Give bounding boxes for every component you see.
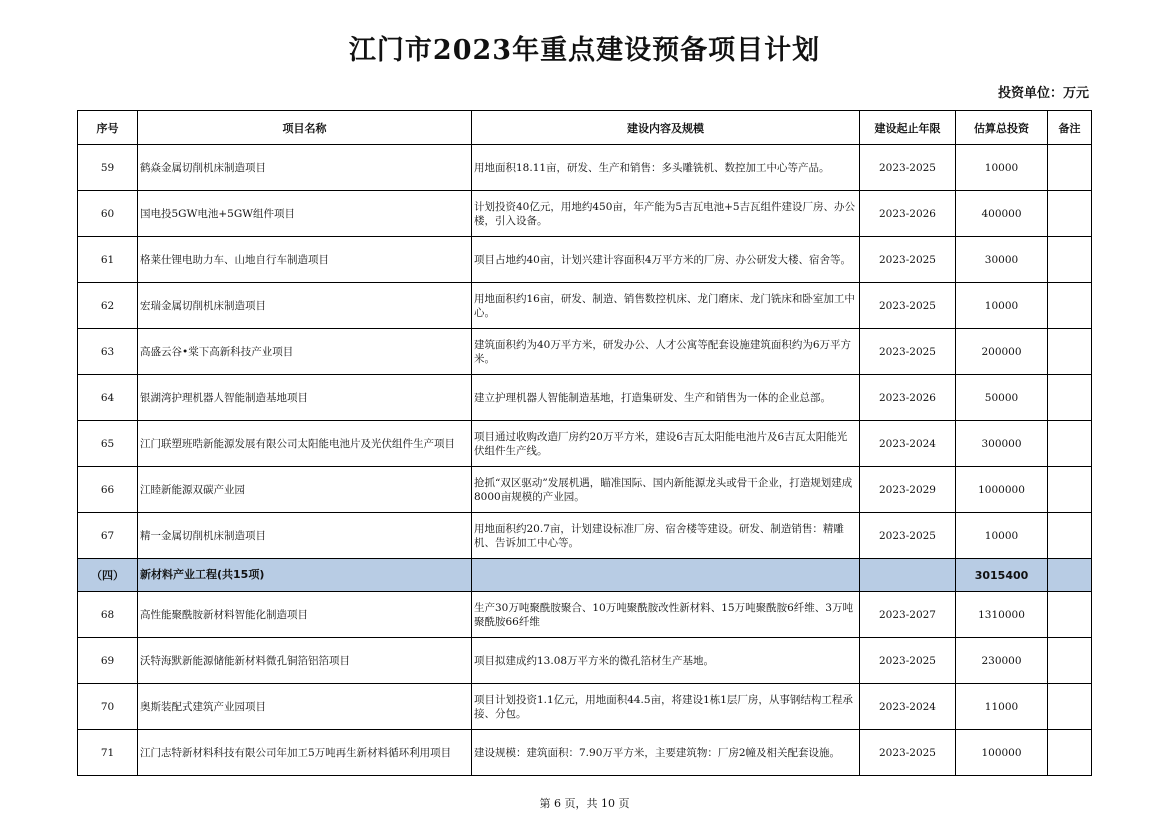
section-period: [860, 559, 956, 592]
cell-no: 66: [78, 467, 138, 513]
cell-investment: 1310000: [956, 592, 1048, 638]
cell-name: 格莱仕锂电助力车、山地自行车制造项目: [138, 237, 472, 283]
cell-period: 2023-2024: [860, 684, 956, 730]
cell-no: 62: [78, 283, 138, 329]
cell-investment: 10000: [956, 283, 1048, 329]
cell-name: 宏瑞金属切削机床制造项目: [138, 283, 472, 329]
cell-name: 鹤焱金属切削机床制造项目: [138, 145, 472, 191]
cell-scale: 项目拟建成约13.08万平方米的微孔箔材生产基地。: [472, 638, 860, 684]
cell-remark: [1048, 329, 1092, 375]
cell-investment: 30000: [956, 237, 1048, 283]
cell-name: 银湖湾护理机器人智能制造基地项目: [138, 375, 472, 421]
cell-name: 沃特海默新能源储能新材料微孔铜箔铝箔项目: [138, 638, 472, 684]
table-row: [78, 467, 1092, 513]
section-no: （四）: [78, 559, 138, 592]
cell-no: 59: [78, 145, 138, 191]
table-body: [78, 145, 1092, 776]
cell-remark: [1048, 638, 1092, 684]
cell-name: 江门联塑班晧新能源发展有限公司太阳能电池片及光伏组件生产项目: [138, 421, 472, 467]
cell-remark: [1048, 191, 1092, 237]
cell-scale: 用地面积约16亩，研发、制造、销售数控机床、龙门磨床、龙门铣床和卧室加工中心。: [472, 283, 860, 329]
table-row: [78, 684, 1092, 730]
cell-no: 65: [78, 421, 138, 467]
cell-investment: 100000: [956, 730, 1048, 776]
cell-period: 2023-2025: [860, 730, 956, 776]
cell-period: 2023-2025: [860, 638, 956, 684]
section-row: [78, 559, 1092, 592]
table-row: [78, 513, 1092, 559]
cell-period: 2023-2026: [860, 191, 956, 237]
cell-remark: [1048, 283, 1092, 329]
cell-scale: 计划投资40亿元，用地约450亩，年产能为5吉瓦电池+5吉瓦组件建设厂房、办公楼，引入设备。: [472, 191, 860, 237]
cell-scale: 建筑面积约为40万平方米，研发办公、人才公寓等配套设施建筑面积约为6万平方米。: [472, 329, 860, 375]
header-no: 序号: [78, 111, 138, 145]
cell-remark: [1048, 592, 1092, 638]
cell-name: 江门志特新材料科技有限公司年加工5万吨再生新材料循环利用项目: [138, 730, 472, 776]
cell-investment: 10000: [956, 145, 1048, 191]
table-row: [78, 145, 1092, 191]
cell-name: 国电投5GW电池+5GW组件项目: [138, 191, 472, 237]
table-row: [78, 592, 1092, 638]
cell-period: 2023-2025: [860, 145, 956, 191]
cell-investment: 400000: [956, 191, 1048, 237]
cell-investment: 300000: [956, 421, 1048, 467]
cell-period: 2023-2029: [860, 467, 956, 513]
cell-name: 高性能聚酰胺新材料智能化制造项目: [138, 592, 472, 638]
section-name: 新材料产业工程(共15项): [138, 559, 472, 592]
cell-no: 64: [78, 375, 138, 421]
cell-scale: 用地面积约20.7亩，计划建设标准厂房、宿舍楼等建设。研发、制造销售：精雕机、告诉加工中心等。: [472, 513, 860, 559]
cell-scale: 项目占地约40亩，计划兴建计容面积4万平方米的厂房、办公研发大楼、宿舍等。: [472, 237, 860, 283]
cell-remark: [1048, 237, 1092, 283]
cell-scale: 项目通过收购改造厂房约20万平方米，建设6吉瓦太阳能电池片及6吉瓦太阳能光伏组件生产线。: [472, 421, 860, 467]
table-row: [78, 191, 1092, 237]
cell-investment: 1000000: [956, 467, 1048, 513]
header-scale: 建设内容及规模: [472, 111, 860, 145]
header-name: 项目名称: [138, 111, 472, 145]
cell-scale: 项目计划投资1.1亿元，用地面积44.5亩，将建设1栋1层厂房，从事钢结构工程承接、分包。: [472, 684, 860, 730]
cell-period: 2023-2024: [860, 421, 956, 467]
table-row: [78, 375, 1092, 421]
table-row: [78, 329, 1092, 375]
cell-remark: [1048, 730, 1092, 776]
cell-period: 2023-2025: [860, 237, 956, 283]
cell-no: 68: [78, 592, 138, 638]
cell-remark: [1048, 467, 1092, 513]
table-row: [78, 237, 1092, 283]
cell-remark: [1048, 684, 1092, 730]
cell-no: 60: [78, 191, 138, 237]
table-row: [78, 283, 1092, 329]
table-row: [78, 638, 1092, 684]
section-investment: 3015400: [956, 559, 1048, 592]
cell-name: 江睦新能源双碳产业园: [138, 467, 472, 513]
cell-investment: 11000: [956, 684, 1048, 730]
cell-scale: 用地面积18.11亩，研发、生产和销售：多头雕铣机、数控加工中心等产品。: [472, 145, 860, 191]
cell-investment: 200000: [956, 329, 1048, 375]
cell-no: 61: [78, 237, 138, 283]
investment-unit-label: 投资单位：万元: [997, 86, 1089, 101]
page-title: 江门市2023年重点建设预备项目计划: [348, 35, 821, 66]
cell-scale: 生产30万吨聚酰胺聚合、10万吨聚酰胺改性新材料、15万吨聚酰胺6纤维、3万吨聚酰胺66纤维: [472, 592, 860, 638]
page-footer: 第 6 页，共 10 页: [539, 797, 630, 810]
cell-remark: [1048, 145, 1092, 191]
cell-no: 67: [78, 513, 138, 559]
cell-investment: 10000: [956, 513, 1048, 559]
cell-scale: 抢抓“双区驱动”发展机遇，瞄准国际、国内新能源龙头或骨干企业，打造规划建成8000亩规模的产业园。: [472, 467, 860, 513]
table-row: [78, 421, 1092, 467]
cell-remark: [1048, 513, 1092, 559]
cell-period: 2023-2026: [860, 375, 956, 421]
cell-investment: 230000: [956, 638, 1048, 684]
cell-no: 69: [78, 638, 138, 684]
cell-no: 71: [78, 730, 138, 776]
cell-period: 2023-2027: [860, 592, 956, 638]
cell-remark: [1048, 421, 1092, 467]
table-row: [78, 730, 1092, 776]
cell-name: 高盛云谷•棠下高新科技产业项目: [138, 329, 472, 375]
cell-scale: 建立护理机器人智能制造基地，打造集研发、生产和销售为一体的企业总部。: [472, 375, 860, 421]
project-table: [77, 110, 1092, 776]
cell-investment: 50000: [956, 375, 1048, 421]
cell-name: 奥斯装配式建筑产业园项目: [138, 684, 472, 730]
header-period: 建设起止年限: [860, 111, 956, 145]
cell-period: 2023-2025: [860, 329, 956, 375]
cell-no: 70: [78, 684, 138, 730]
cell-period: 2023-2025: [860, 513, 956, 559]
cell-remark: [1048, 375, 1092, 421]
section-remark: [1048, 559, 1092, 592]
cell-period: 2023-2025: [860, 283, 956, 329]
table-header-row: [78, 111, 1092, 145]
header-remark: 备注: [1048, 111, 1092, 145]
cell-no: 63: [78, 329, 138, 375]
header-investment: 估算总投资: [956, 111, 1048, 145]
cell-name: 精一金属切削机床制造项目: [138, 513, 472, 559]
cell-scale: 建设规模：建筑面积：7.90万平方米，主要建筑物：厂房2幢及相关配套设施。: [472, 730, 860, 776]
section-scale: [472, 559, 860, 592]
